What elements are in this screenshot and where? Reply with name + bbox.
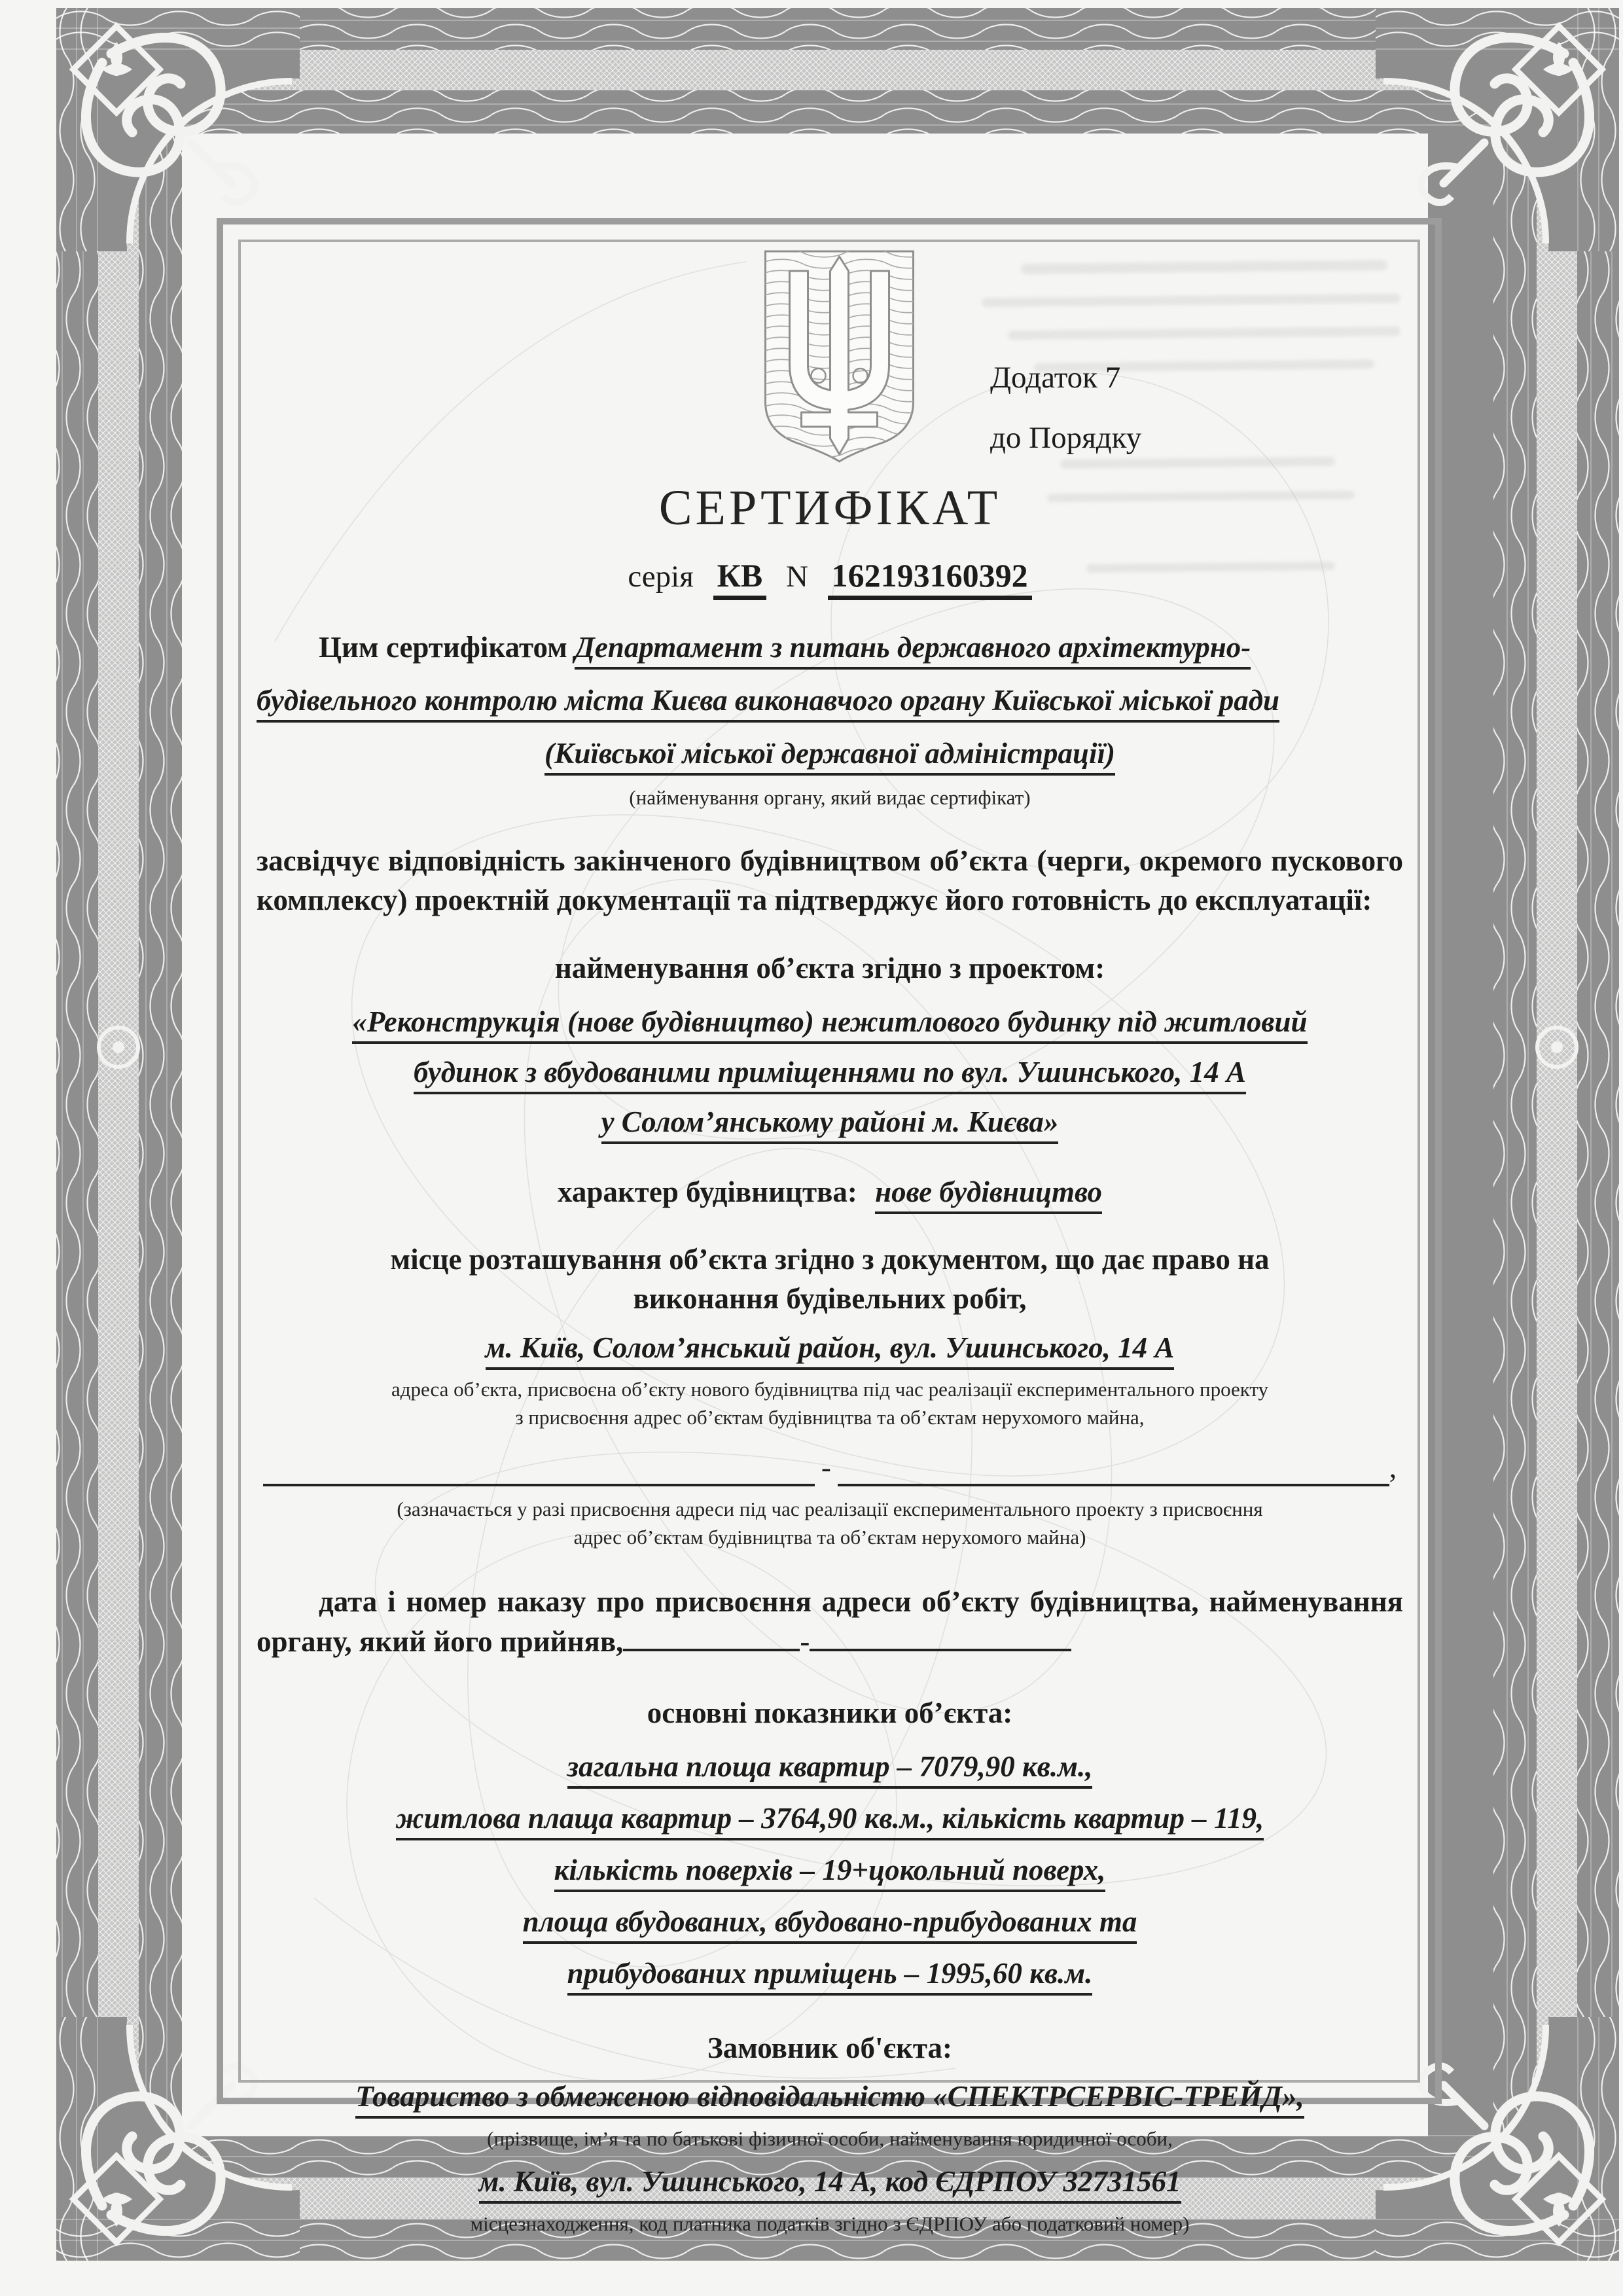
order-blank-2	[810, 1623, 1071, 1651]
order-paragraph	[257, 1582, 1403, 1662]
indicator-line-3	[257, 1846, 1403, 1894]
series-value: КВ	[713, 557, 767, 600]
order-dash: -	[800, 1625, 810, 1659]
blank-caption-line-2: адрес об’єктам будівництва та об’єктам нерухомого майна)	[573, 1526, 1086, 1549]
client-caption: (прізвище, ім’я та по батькові фізичної особи, найменування юридичної особи,	[487, 2126, 1173, 2150]
object-name-line-1	[257, 997, 1403, 1047]
certification-statement: засвідчує відповідність закінченого будівництвом об’єкта (черги, окремого пускового комплексу) проектній документації та підтверджує його готовність до експлуатації:	[257, 844, 1403, 917]
object-name	[257, 997, 1403, 1147]
certificate-number: 162193160392	[828, 557, 1032, 600]
location-heading-line-2: виконання будівельних робіт,	[633, 1282, 1027, 1316]
location-caption-line-2: з присвоєння адрес об’єктам будівництва та об’єктам нерухомого майна,	[515, 1406, 1145, 1429]
client-address-caption: місцезнаходження, код платника податків згідно з ЄДРПОУ або податковий номер)	[470, 2212, 1190, 2235]
issuer-line-3	[257, 730, 1403, 778]
object-name-text-3: у Солом’янському районі м. Києва»	[601, 1105, 1059, 1144]
object-name-line-2	[257, 1047, 1403, 1098]
location-value: м. Київ, Солом’янський район, вул. Ушинського, 14 А	[486, 1331, 1175, 1370]
annex-line2: до Порядку	[990, 420, 1142, 455]
issuer-name-part-2: будівельного контролю міста Києва виконавчого органу Київської міської ради	[257, 684, 1279, 723]
location-value-line	[257, 1329, 1403, 1367]
blank-caption-line-1: (зазначається у разі присвоєння адреси під час реалізації експериментального проекту з присвоєння	[397, 1498, 1263, 1521]
blank-segment-right	[838, 1458, 1389, 1486]
object-name-text-2: будинок з вбудованими приміщеннями по вул. Ушинського, 14 А	[414, 1056, 1246, 1094]
issuer-name-part-3: (Київської міської державної адміністрації)	[544, 737, 1115, 776]
indicator-living-area: житлова плаща квартир – 3764,90 кв.м., кількість квартир – 119,	[396, 1802, 1264, 1840]
indicator-builtin-area-2: прибудованих приміщень – 1995,60 кв.м.	[567, 1957, 1093, 1996]
series-line	[257, 554, 1403, 596]
object-heading: найменування об’єкта згідно з проектом:	[554, 952, 1105, 985]
trident-emblem-icon	[760, 247, 919, 465]
blank-dash: -	[821, 1450, 831, 1484]
order-blank-1	[623, 1623, 800, 1651]
issuer-name-part-1: Департамент з питань державного архітектурно-	[575, 631, 1251, 670]
issuer-block	[257, 624, 1403, 778]
nature-value: нове будівництво	[875, 1175, 1102, 1214]
annex-reference	[990, 348, 1141, 468]
certificate-title: СЕРТИФІКАТ	[658, 480, 1001, 535]
issuer-caption: (найменування органу, який видає сертифікат)	[629, 786, 1031, 810]
location-heading	[257, 1240, 1403, 1319]
intro-label: Цим сертифікатом	[319, 631, 567, 664]
client-heading: Замовник об'єкта:	[707, 2032, 953, 2065]
indicator-line-5	[257, 1950, 1403, 1998]
client-address-line	[257, 2163, 1403, 2201]
annex-line1: Додаток 7	[990, 361, 1121, 395]
indicators-list	[257, 1743, 1403, 1997]
issuer-line-1	[257, 624, 1403, 672]
location-caption-line-1: адреса об’єкта, присвоєна об’єкту нового будівництва під час реалізації експериментального проекту	[391, 1378, 1269, 1401]
location-caption	[257, 1376, 1403, 1432]
client-name: Товариство з обмеженою відповідальністю «СПЕКТРСЕРВІС-ТРЕЙД»,	[355, 2080, 1304, 2119]
experimental-address-blank	[257, 1449, 1403, 1487]
object-name-line-3	[257, 1097, 1403, 1147]
issuer-line-2	[257, 677, 1403, 725]
order-text: дата і номер наказу про присвоєння адреси об’єкту будівництва, найменування органу, який його прийняв,	[257, 1585, 1403, 1659]
indicator-total-area: загальна площа квартир – 7079,90 кв.м.,	[567, 1750, 1093, 1789]
construction-nature-line	[257, 1174, 1403, 1211]
series-label: серія	[628, 560, 694, 594]
blank-caption	[257, 1496, 1403, 1552]
location-heading-line-1: місце розташування об’єкта згідно з документом, що дає право на	[390, 1243, 1270, 1276]
blank-comma: ,	[1389, 1450, 1397, 1484]
indicator-line-1	[257, 1743, 1403, 1791]
nature-label: характер будівництва:	[557, 1175, 857, 1208]
indicators-heading: основні показники об’єкта:	[647, 1696, 1013, 1730]
blank-segment-left	[263, 1458, 815, 1486]
client-name-line	[257, 2078, 1403, 2116]
object-name-text-1: «Реконструкція (нове будівництво) нежитлового будинку під житловий	[352, 1005, 1307, 1044]
number-prefix: N	[785, 560, 808, 594]
client-address: м. Київ, вул. Ушинського, 14 А, код ЄДРПОУ 32731561	[479, 2165, 1181, 2204]
indicator-builtin-area-1: площа вбудованих, вбудовано-прибудованих та	[523, 1905, 1137, 1944]
indicator-line-2	[257, 1795, 1403, 1842]
indicator-line-4	[257, 1898, 1403, 1946]
emblem-row	[257, 237, 1403, 467]
indicator-floors: кількість поверхів – 19+цокольний поверх,	[554, 1854, 1106, 1892]
certificate-content	[257, 237, 1403, 2235]
